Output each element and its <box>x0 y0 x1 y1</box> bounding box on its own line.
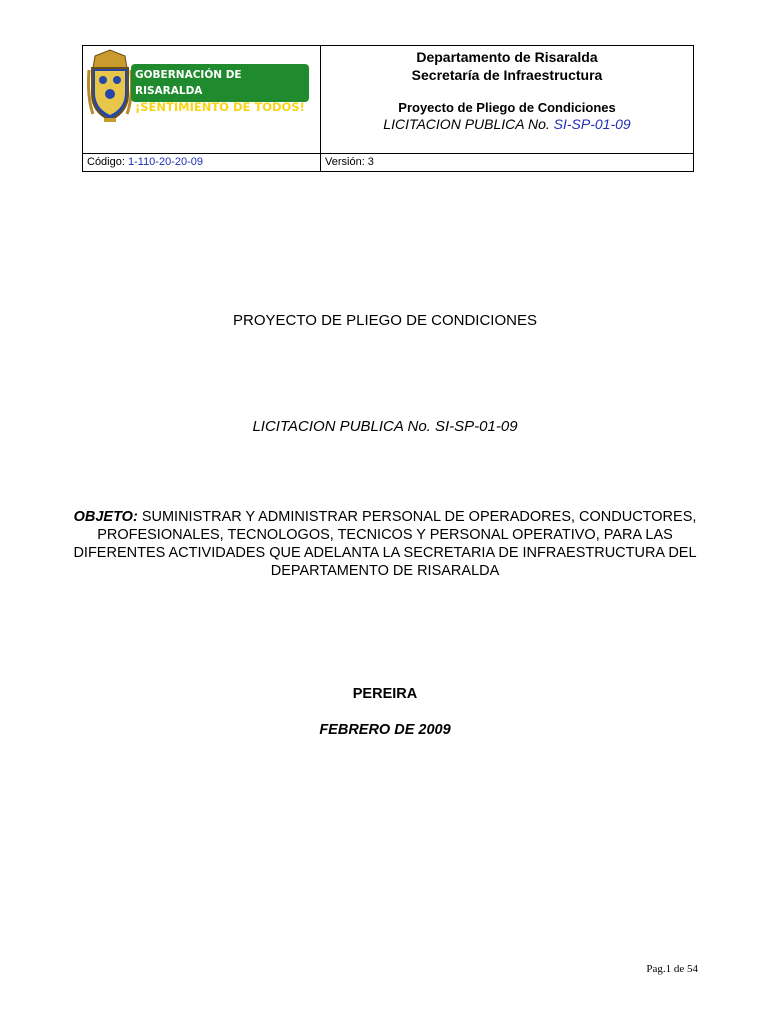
document-date: FEBRERO DE 2009 <box>319 722 451 738</box>
header-licitacion <box>321 116 693 132</box>
logo-cell <box>83 46 321 153</box>
code-cell <box>83 153 321 171</box>
code-value: 1-110-20-20-09 <box>127 156 203 168</box>
city-name: PEREIRA <box>352 686 418 702</box>
version-label: Versión: 3 <box>325 156 374 168</box>
logo-banner <box>131 64 309 114</box>
department-name: Departamento de Risaralda <box>416 49 598 65</box>
objeto-label: OBJETO: <box>73 509 138 525</box>
licitacion-code: SI-SP-01-09 <box>553 116 631 132</box>
version-cell <box>321 153 693 171</box>
header-title-cell <box>321 46 693 153</box>
page-number: Pag.1 de 54 <box>646 963 698 975</box>
document-header-table <box>82 45 694 172</box>
document-licitacion: LICITACION PUBLICA No. SI-SP-01-09 <box>252 418 518 435</box>
objeto-paragraph <box>70 508 700 580</box>
coat-of-arms-icon <box>87 48 133 124</box>
document-title: PROYECTO DE PLIEGO DE CONDICIONES <box>233 312 537 329</box>
licitacion-prefix: LICITACION PUBLICA No. <box>383 116 550 132</box>
project-title: Proyecto de Pliego de Condiciones <box>398 100 616 115</box>
secretariat-name: Secretaría de Infraestructura <box>411 67 603 83</box>
objeto-text: SUMINISTRAR Y ADMINISTRAR PERSONAL DE OPERADORES, CONDUCTORES, PROFESIONALES, TECNOLOGOS, TECNICOS Y PERSONAL OPERATIVO, PARA LAS DIFERENTES ACTIVIDADES QUE ADELANTA LA SECRETARIA DE INFRAESTRUCTURA DEL DEPARTAMENTO DE RISARALDA <box>73 509 697 579</box>
logo-banner-line2: ¡SENTIMIENTO DE TODOS! <box>135 100 305 114</box>
logo-banner-line1: GOBERNACIÓN DE RISARALDA <box>135 69 242 97</box>
code-label: Código: <box>87 156 125 168</box>
